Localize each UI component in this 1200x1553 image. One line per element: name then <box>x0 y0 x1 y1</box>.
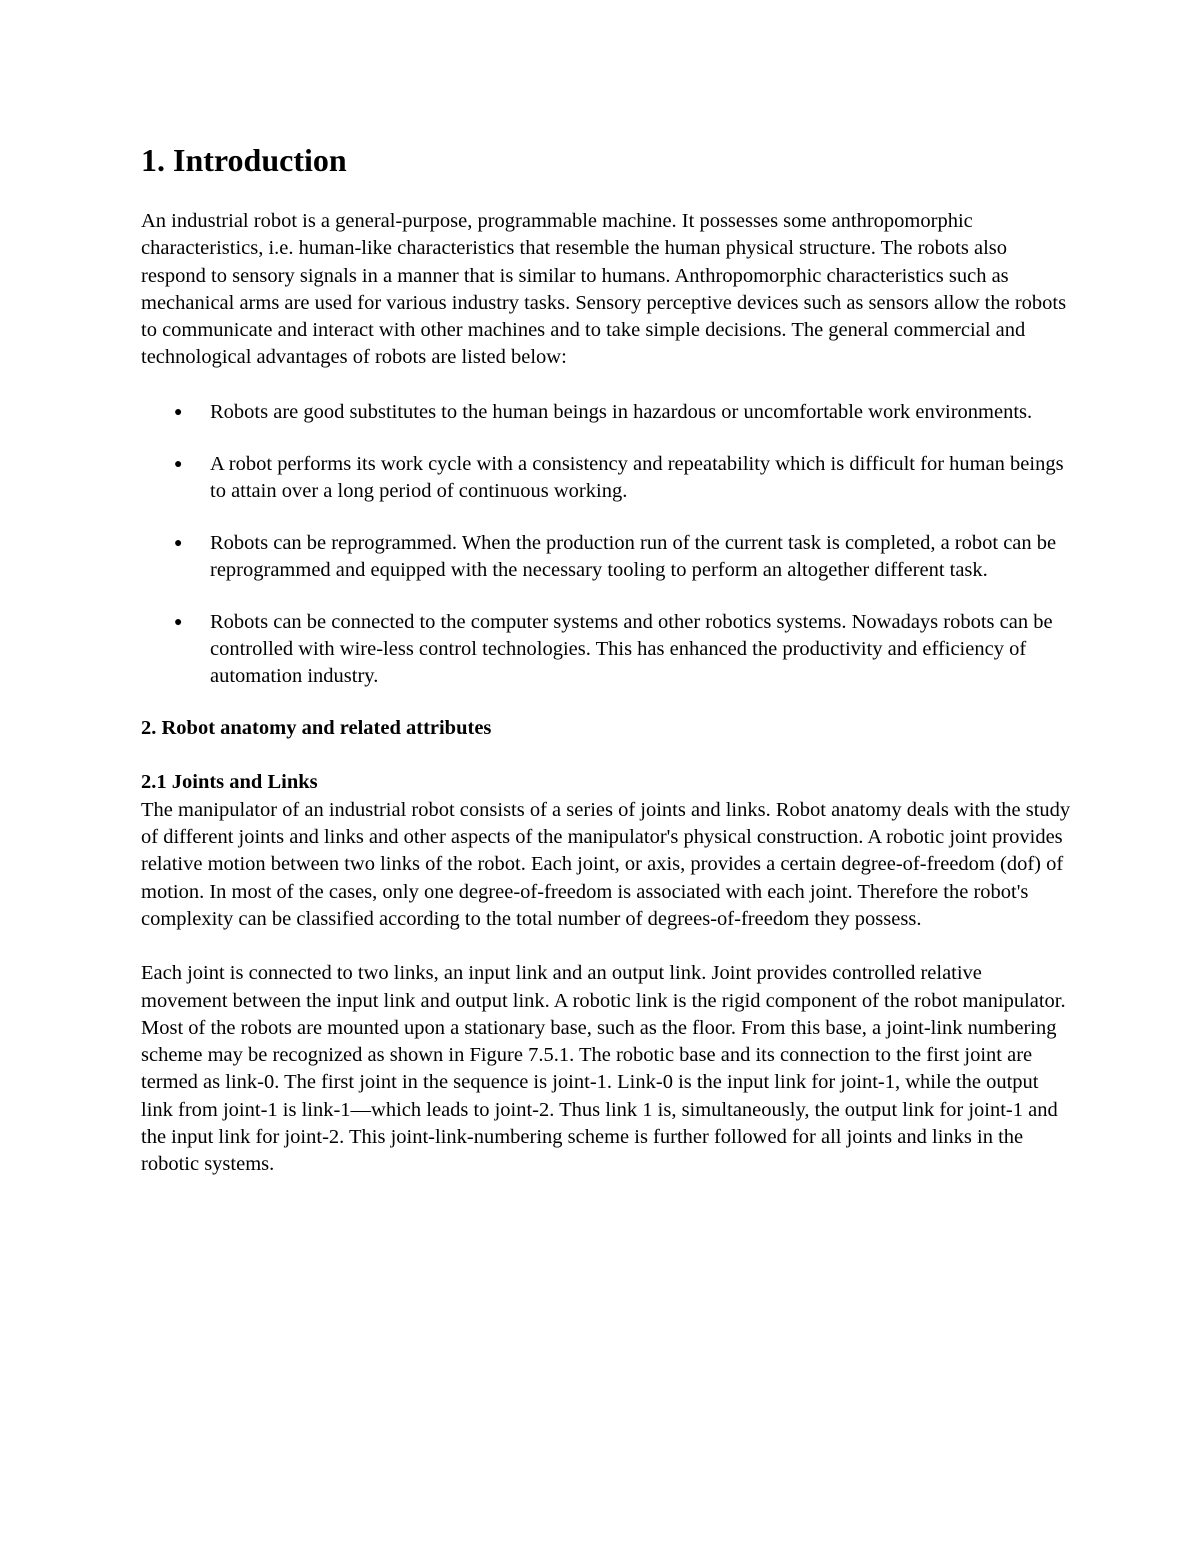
document-page <box>141 140 1071 1179</box>
joints-links-paragraph-1: The manipulator of an industrial robot consists of a series of joints and links. Robot anatomy deals with the study of different joints and links and other aspects of the manipulator's physical construction. A robotic joint provides relative motion between two links of the robot. Each joint, or axis, provides a certain degree-of-freedom (dof) of motion. In most of the cases, only one degree-of-freedom is associated with each joint. Therefore the robot's complexity can be classified according to the total number of degrees-of-freedom they possess. <box>141 798 1071 930</box>
list-item <box>141 530 1071 585</box>
list-item-text: Robots can be connected to the computer systems and other robotics systems. Nowadays robots can be controlled with wire-less control technologies. This has enhanced the productivity and efficiency of automation industry. <box>210 610 1053 688</box>
list-item-text: A robot performs its work cycle with a consistency and repeatability which is difficult for human beings to attain over a long period of continuous working. <box>210 452 1064 502</box>
introduction-paragraph: An industrial robot is a general-purpose, programmable machine. It possesses some anthropomorphic characteristics, i.e. human-like characteristics that resemble the human physical structure. The robots also respond to sensory signals in a manner that is similar to humans. Anthropomorphic characteristics such as mechanical arms are used for various industry tasks. Sensory perceptive devices such as sensors allow the robots to communicate and interact with other machines and to take simple decisions. The general commercial and technological advantages of robots are listed below: <box>141 210 1067 369</box>
bullet-icon: ● <box>174 535 183 551</box>
section-1-heading: 1. Introduction <box>141 142 347 178</box>
subsection-2-1-heading: 2.1 Joints and Links <box>141 771 318 794</box>
bullet-icon: ● <box>174 404 183 420</box>
bullet-icon: ● <box>174 614 183 630</box>
list-item-text: Robots can be reprogrammed. When the production run of the current task is completed, a robot can be reprogrammed and equipped with the necessary tooling to perform an altogether different task. <box>210 531 1057 581</box>
list-item <box>141 451 1071 506</box>
list-item-text: Robots are good substitutes to the human beings in hazardous or uncomfortable work environments. <box>210 400 1033 423</box>
joints-links-paragraph-2: Each joint is connected to two links, an input link and an output link. Joint provides controlled relative movement between the input link and output link. A robotic link is the rigid component of the robot manipulator. Most of the robots are mounted upon a stationary base, such as the floor. From this base, a joint-link numbering scheme may be recognized as shown in Figure 7.5.1. The robotic base and its connection to the first joint are termed as link-0. The first joint in the sequence is joint-1. Link-0 is the input link for joint-1, while the output link from joint-1 is link-1—which leads to joint-2. Thus link 1 is, simultaneously, the output link for joint-1 and the input link for joint-2. This joint-link-numbering scheme is further followed for all joints and links in the robotic systems. <box>141 962 1066 1176</box>
list-item <box>141 609 1071 691</box>
bullet-icon: ● <box>174 456 183 472</box>
advantages-list <box>141 399 1071 691</box>
list-item <box>141 399 1071 426</box>
section-2-heading: 2. Robot anatomy and related attributes <box>141 717 492 740</box>
